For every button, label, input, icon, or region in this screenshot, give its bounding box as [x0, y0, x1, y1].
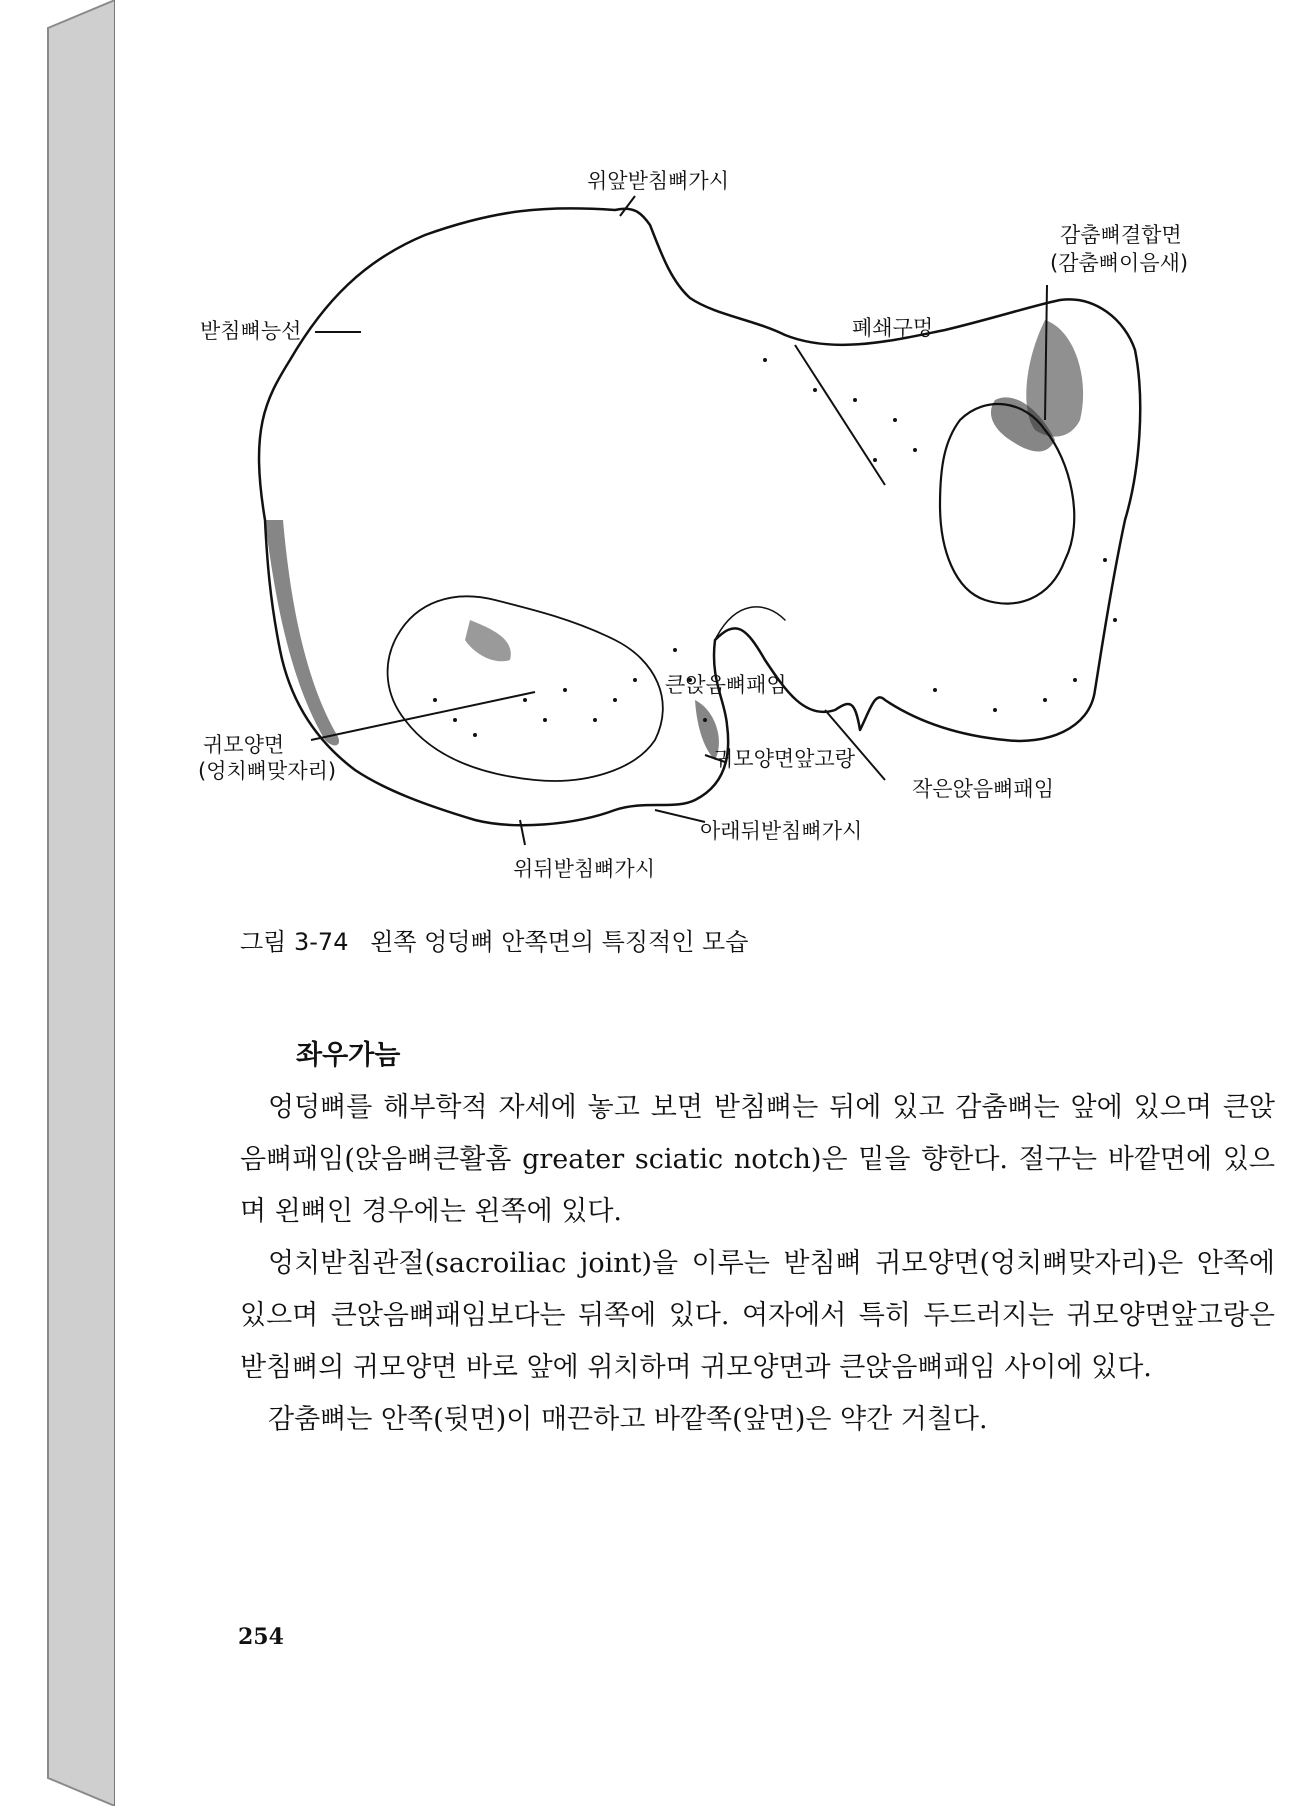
page-number: 254: [238, 1624, 284, 1650]
label-obturator-foramen: 폐쇄구멍: [852, 316, 934, 340]
label-superior-posterior-spine: 위뒤받침뼈가시: [513, 857, 656, 881]
bone-outline: [259, 208, 1140, 825]
body-text: [240, 1030, 1275, 1446]
label-arcuate-line: 받침뼈능선: [200, 319, 302, 343]
label-auricular-surface-alt: (엉치뼈맞자리): [198, 759, 337, 783]
figure-number: 그림 3-74: [240, 928, 349, 956]
book-page: [115, 0, 1315, 1806]
label-inferior-posterior-spine: 아래뒤받침뼈가시: [700, 819, 863, 843]
label-greater-sciatic-notch: 큰앉음뼈패임: [665, 673, 787, 697]
auricular-surface-shape: [388, 596, 663, 781]
label-pubic-symphysis-face-alt: (감춤뼈이음새): [1050, 251, 1189, 275]
label-auricular-surface: 귀모양면: [203, 733, 285, 757]
section-heading: 좌우가늠: [296, 1040, 401, 1071]
label-pubic-symphysis-face: 감춤뼈결합면: [1060, 223, 1182, 247]
paragraph-3: 감춤뼈는 안쪽(뒷면)이 매끈하고 바깥쪽(앞면)은 약간 거칠다.: [268, 1404, 988, 1435]
paragraph-1: 엉덩뼈를 해부학적 자세에 놓고 보면 받침뼈는 뒤에 있고 감춤뼈는 앞에 있으며 큰앉음뼈패임(앉음뼈큰활홈 greater sciatic notch)은 밑을 향한다. 절구는 바깥면에 있으며 왼뼈인 경우에는 왼쪽에 있다.: [240, 1092, 1275, 1227]
paragraph-2: 엉치받침관절(sacroiliac joint)을 이루는 받침뼈 귀모양면(엉치뼈맞자리)은 안쪽에 있으며 큰앉음뼈패임보다는 뒤쪽에 있다. 여자에서 특히 두드러지는 귀모양면앞고랑은 받침뼈의 귀모양면 바로 앞에 위치하며 귀모양면과 큰앉음뼈패임 사이에 있다.: [240, 1248, 1275, 1383]
book-spine: [0, 0, 120, 1806]
label-upper-anterior-spine: 위앞받침뼈가시: [587, 169, 730, 193]
figure-caption: [240, 922, 748, 957]
figure-caption-text: 왼쪽 엉덩뼈 안쪽면의 특징적인 모습: [370, 928, 749, 956]
label-preauricular-sulcus: 귀모양면앞고랑: [713, 747, 856, 771]
label-lesser-sciatic-notch: 작은앉음뼈패임: [912, 777, 1055, 801]
